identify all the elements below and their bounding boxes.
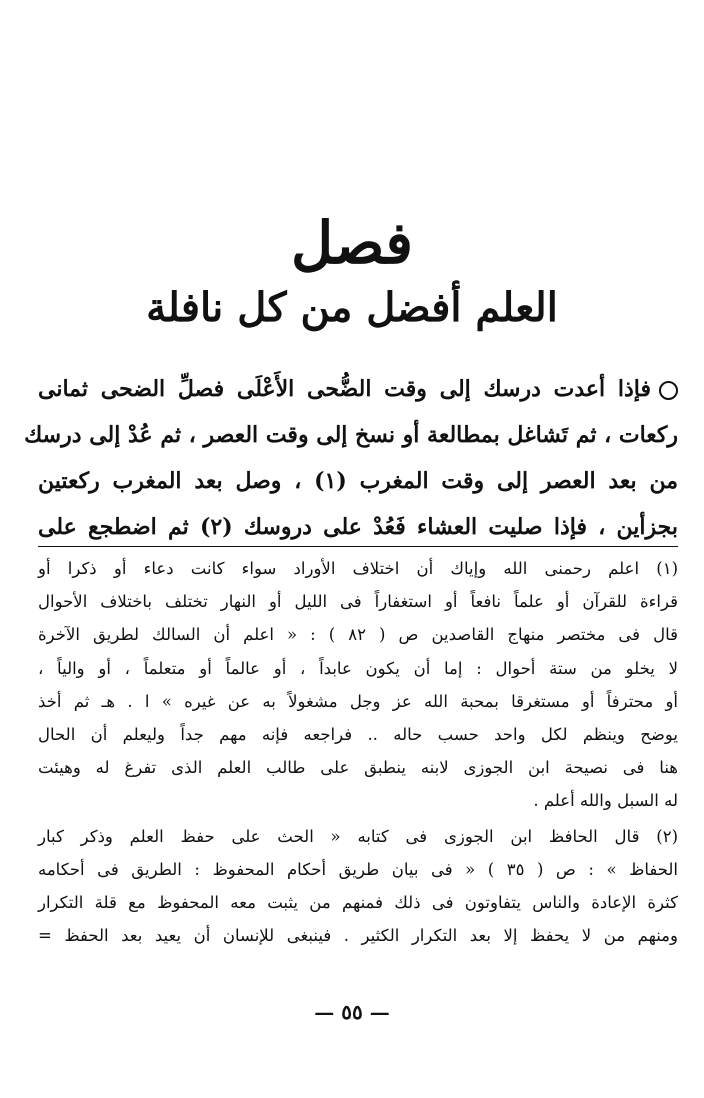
main-line-text: فإذا أعدت درسك إلى وقت الضُّحى الأَعْلَى فصلِّ الضحى ثمانى [38,376,651,402]
page-number: — ٥٥ — [314,1000,390,1024]
main-line [38,366,678,412]
footnote-line: (٢) قال الحافظ ابن الجوزى فى كتابه « الحث على حفظ العلم وذكر كبار [38,826,678,846]
footnote-2 [38,820,678,953]
main-line: ركعات ، ثم تَشاغل بمطالعة أو نسخ إلى وقت العصر ، ثم عُدْ إلى درسك [24,422,678,448]
footnote-line: قال فى مختصر منهاج القاصدين ص ( ٨٢ ) : « اعلم أن السالك لطريق الآخرة [38,625,678,645]
footnote-line: يوضح وينظم لكل واحد حسب حاله .. فراجعه فإنه مهم جداً وليعلم أن الحال [38,725,678,745]
footnote-line: لا يخلو من ستة أحوال : إما أن يكون عابداً ، أو عالماً أو متعلماً ، أو والياً ، [38,658,678,678]
footnote-line: كثرة الإعادة والناس يتفاوتون فى ذلك فمنهم من يثبت معه المحفوظ مع قلة التكرار [38,893,678,913]
footnote-line: قراءة للقرآن أو علماً نافعاً أو استغفاراً فى الليل أو النهار تختلف باختلاف الأحوال [38,592,678,612]
footnote-line: أو محترفاً أو مستغرقا بمحبة الله عز وجل مشغولاً به عن غيره » ا . هـ ثم أخذ [38,691,678,711]
main-text [24,366,679,550]
footnote-line: له السبل والله أعلم . [533,791,678,811]
footnote-line: (١) اعلم رحمنى الله وإياك أن اختلاف الأوراد سواء كانت دعاء أو ذكرا أو [38,559,678,578]
footnote-line: الحفاظ » : ص ( ٣٥ ) « فى بيان طريق أحكام المحفوظ : الطريق فى أحكامه [38,859,678,879]
footnote-1 [38,552,678,818]
main-line: بجزأين ، فإذا صليت العشاء فَعُدْ على دروسك (٢) ثم اضطجع على [38,514,679,540]
section-subtitle: العلم أفضل من كل نافلة [146,284,558,331]
footnotes [38,552,678,952]
footnote-line: هنا فى نصيحة ابن الجوزى لابنه ينطبق على طالب العلم الذى تفرغ له وهيئت [38,758,678,778]
main-line: من بعد العصر إلى وقت المغرب (١) ، وصل بعد المغرب ركعتين [38,468,678,494]
section-heading: فصل [291,209,413,277]
footnote-separator [38,546,678,547]
circle-bullet-icon [659,381,678,400]
footnote-line: ومنهم من لا يحفظ إلا بعد التكرار الكثير . فينبغى للإنسان أن يعيد بعد الحفظ = [38,926,678,946]
